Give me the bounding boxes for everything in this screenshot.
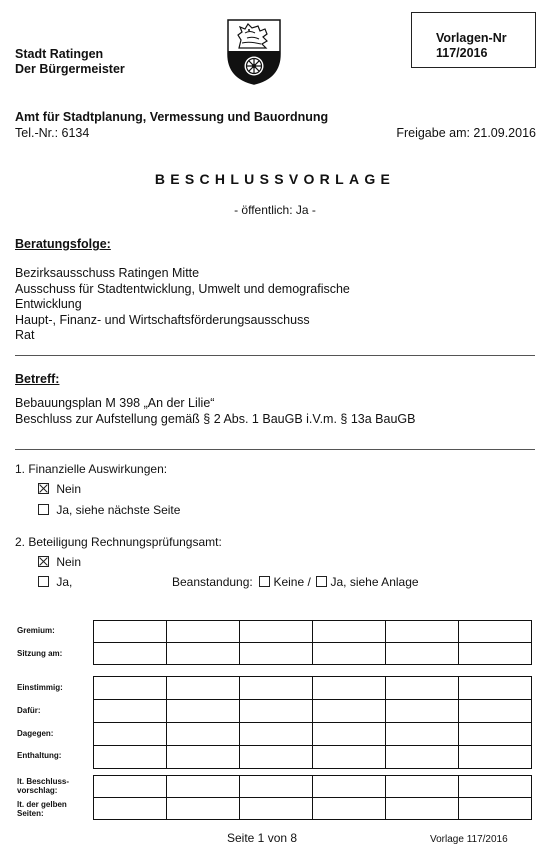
grid-cell[interactable]: [240, 746, 313, 769]
label-gremium: Gremium:: [17, 626, 55, 635]
grid-cell[interactable]: [313, 643, 386, 665]
table-row: [94, 677, 532, 700]
grid-lt: [93, 775, 532, 820]
org-department: Der Bürgermeister: [15, 62, 125, 76]
footer-vorlage: Vorlage 117/2016: [430, 834, 508, 845]
betreff-line: Bebauungsplan M 398 „An der Lilie“: [15, 396, 215, 410]
checkbox-audit-ja[interactable]: [38, 576, 49, 587]
grid-cell[interactable]: [459, 746, 532, 769]
betreff-line: Beschluss zur Aufstellung gemäß § 2 Abs. 1 BauGB i.V.m. § 13a BauGB: [15, 411, 416, 426]
list-item: Haupt-, Finanz- und Wirtschaftsförderungsausschuss: [15, 312, 310, 327]
label-dagegen: Dagegen:: [17, 729, 54, 738]
vorlagen-box: [411, 12, 536, 68]
grid-cell[interactable]: [240, 776, 313, 798]
table-row: [94, 776, 532, 798]
grid-cell[interactable]: [459, 776, 532, 798]
release-date: Freigabe am: 21.09.2016: [396, 126, 536, 140]
label-line: lt. Beschluss-: [17, 777, 70, 786]
document-title: BESCHLUSSVORLAGE: [154, 171, 396, 187]
beratungsfolge-list: [15, 266, 350, 344]
org-name: Stadt Ratingen: [15, 47, 104, 61]
table-row: [94, 746, 532, 769]
grid-gremium: [93, 620, 532, 665]
grid-cell[interactable]: [167, 621, 240, 643]
list-item: Bezirksausschuss Ratingen Mitte: [15, 266, 200, 280]
grid-cell[interactable]: [459, 621, 532, 643]
grid-cell[interactable]: [240, 798, 313, 820]
checkbox-keine[interactable]: [259, 576, 270, 587]
label-line: lt. der gelben: [17, 800, 67, 809]
betreff-text: [15, 396, 415, 427]
vorlagen-label: Vorlagen-Nr: [436, 31, 507, 45]
option-label: Nein: [56, 555, 82, 569]
option-audit-ja[interactable]: [38, 575, 72, 589]
grid-cell[interactable]: [240, 723, 313, 746]
label-lt-beschluss: [17, 777, 69, 795]
grid-cell[interactable]: [313, 723, 386, 746]
grid-cell[interactable]: [386, 776, 459, 798]
checkbox-financial-nein[interactable]: [38, 483, 49, 494]
table-row: [94, 621, 532, 643]
label-line: Seiten:: [17, 809, 44, 818]
grid-cell[interactable]: [167, 798, 240, 820]
grid-cell[interactable]: [240, 677, 313, 700]
page-number: Seite 1 von 8: [227, 831, 298, 845]
grid-cell[interactable]: [386, 723, 459, 746]
label-einstimmig: Einstimmig:: [17, 683, 63, 692]
grid-cell[interactable]: [386, 677, 459, 700]
grid-cell[interactable]: [459, 723, 532, 746]
public-note: - öffentlich: Ja -: [234, 203, 316, 217]
checkbox-audit-nein[interactable]: [38, 556, 49, 567]
option-label: Ja,: [56, 575, 73, 589]
label-line: vorschlag:: [17, 786, 58, 795]
ratingen-coat-of-arms-icon: [225, 18, 283, 86]
grid-cell[interactable]: [386, 700, 459, 723]
list-item: Ausschuss für Stadtentwicklung, Umwelt und demografische: [15, 281, 350, 296]
grid-cell[interactable]: [94, 621, 167, 643]
option-audit-nein[interactable]: [38, 555, 81, 569]
ja-anlage-label: Ja, siehe Anlage: [330, 575, 419, 589]
grid-cell[interactable]: [167, 776, 240, 798]
grid-cell[interactable]: [313, 746, 386, 769]
table-row: [94, 643, 532, 665]
list-item: Entwicklung: [15, 297, 82, 311]
label-lt-gelben: [17, 800, 67, 818]
vorlagen-number: 117/2016: [436, 46, 488, 60]
table-row: [94, 700, 532, 723]
grid-cell[interactable]: [313, 798, 386, 820]
grid-cell[interactable]: [167, 723, 240, 746]
grid-cell[interactable]: [94, 776, 167, 798]
grid-cell[interactable]: [240, 621, 313, 643]
grid-cell[interactable]: [386, 643, 459, 665]
checkbox-financial-ja[interactable]: [38, 504, 49, 515]
grid-cell[interactable]: [94, 746, 167, 769]
option-financial-nein[interactable]: [38, 482, 81, 496]
grid-cell[interactable]: [94, 700, 167, 723]
grid-cell[interactable]: [459, 700, 532, 723]
beanstandung-label: Beanstandung:: [172, 575, 253, 589]
option-label: Nein: [56, 482, 82, 496]
organization-block: [15, 47, 125, 77]
label-enthaltung: Enthaltung:: [17, 751, 62, 760]
grid-cell[interactable]: [459, 798, 532, 820]
beratungsfolge-heading: Beratungsfolge:: [15, 237, 111, 251]
grid-cell[interactable]: [167, 643, 240, 665]
keine-label: Keine /: [273, 575, 311, 589]
option-label: Ja, siehe nächste Seite: [56, 503, 181, 517]
label-dafuer: Dafür:: [17, 706, 41, 715]
betreff-heading: Betreff:: [15, 372, 60, 386]
grid-cell[interactable]: [167, 700, 240, 723]
table-row: [94, 798, 532, 820]
grid-cell[interactable]: [313, 621, 386, 643]
grid-cell[interactable]: [167, 746, 240, 769]
grid-cell[interactable]: [313, 700, 386, 723]
grid-cell[interactable]: [386, 621, 459, 643]
grid-cell[interactable]: [94, 677, 167, 700]
grid-cell[interactable]: [167, 677, 240, 700]
telephone: Tel.-Nr.: 6134: [15, 126, 90, 140]
grid-cell[interactable]: [94, 798, 167, 820]
grid-cell[interactable]: [240, 643, 313, 665]
list-item: Rat: [15, 328, 35, 342]
question-audit: 2. Beteiligung Rechnungsprüfungsamt:: [15, 535, 222, 549]
grid-cell[interactable]: [459, 643, 532, 665]
grid-cell[interactable]: [240, 700, 313, 723]
option-financial-ja[interactable]: [38, 503, 180, 517]
label-sitzung: Sitzung am:: [17, 649, 63, 658]
grid-cell[interactable]: [94, 643, 167, 665]
grid-cell[interactable]: [459, 677, 532, 700]
grid-votes: [93, 676, 532, 769]
divider: [15, 449, 535, 450]
grid-cell[interactable]: [313, 776, 386, 798]
divider: [15, 355, 535, 356]
checkbox-ja-anlage[interactable]: [316, 576, 327, 587]
grid-cell[interactable]: [313, 677, 386, 700]
grid-cell[interactable]: [94, 723, 167, 746]
question-financial: 1. Finanzielle Auswirkungen:: [15, 462, 168, 476]
office-name: Amt für Stadtplanung, Vermessung und Bauordnung: [15, 110, 329, 124]
grid-cell[interactable]: [386, 798, 459, 820]
grid-cell[interactable]: [386, 746, 459, 769]
beanstandung-row: [172, 575, 419, 589]
table-row: [94, 723, 532, 746]
